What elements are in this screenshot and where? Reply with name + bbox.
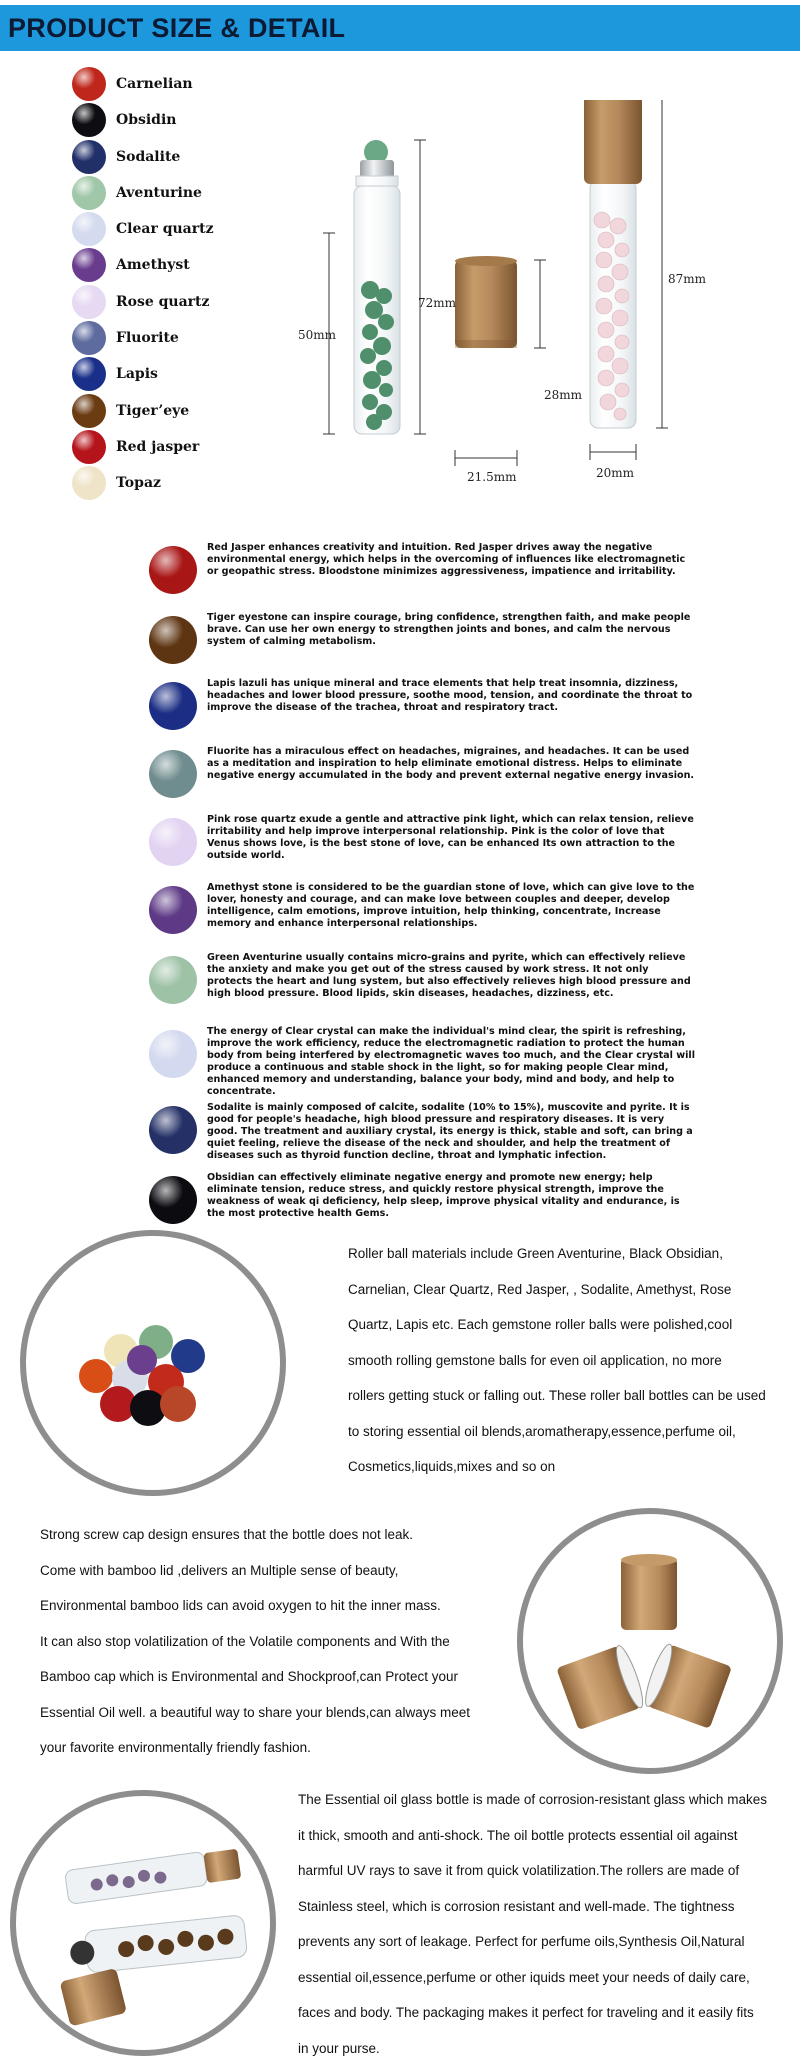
gem-description-item xyxy=(145,542,705,612)
text-line: It can also stop volatilization of the Volatile components and With the xyxy=(40,1633,450,1649)
gem-ball-icon xyxy=(149,546,197,594)
gem-list-item xyxy=(70,175,270,211)
gem-ball-icon xyxy=(149,1176,197,1224)
gem-list-item xyxy=(70,320,270,356)
gem-ball-icon xyxy=(149,682,197,730)
gem-list-item xyxy=(70,393,270,429)
text-line: Essential Oil well. a beautiful way to share your blends,can always meet xyxy=(40,1704,470,1720)
gem-name: Amethyst xyxy=(116,257,190,274)
text-line: Stainless steel, which is corrosion resistant and well-made. The tightness xyxy=(298,1898,735,1914)
gem-description-item xyxy=(145,612,705,682)
dim-capped-height: 87mm xyxy=(668,272,707,286)
gem-ball-icon xyxy=(149,818,197,866)
text-line: The Essential oil glass bottle is made of corrosion-resistant glass which makes xyxy=(298,1792,767,1807)
gem-ball-icon xyxy=(149,1030,197,1078)
bottle-size-diagram xyxy=(290,100,750,500)
text-line: in your purse. xyxy=(298,2040,380,2056)
text-line: it thick, smooth and anti-shock. The oil bottle protects essential oil against xyxy=(298,1827,738,1843)
gem-description-text: Fluorite has a miraculous effect on headaches, migraines, and headaches. It can be used as a meditation and inspiration to help eliminate emotional distress. Helps to eliminate negative energy accumulated in the body and prevent external negative energy invasion. xyxy=(207,746,695,781)
gem-list-item xyxy=(70,465,270,501)
gem-swatch-icon xyxy=(72,285,106,319)
gem-list-item xyxy=(70,102,270,138)
screw-cap-text xyxy=(40,1517,470,1766)
gem-description-text: Pink rose quartz exude a gentle and attractive pink light, which can relax tension, relieve irritability and help improve interpersonal relationship. Pink is the color of love that Venus shows love, is the best stone of love, can be enhanced Its own attraction to the outside world. xyxy=(207,814,694,861)
gem-list-item xyxy=(70,66,270,102)
gem-description-text: Tiger eyestone can inspire courage, bring confidence, strengthen faith, and make people brave. Can use her own energy to strengthen joints and bones, and calm the nervous system of calming metabolism. xyxy=(207,612,691,647)
gem-description-item xyxy=(145,1172,705,1242)
gem-ball-icon xyxy=(149,750,197,798)
dim-cap-width: 21.5mm xyxy=(467,470,517,484)
capped-bottle xyxy=(584,100,642,428)
gem-description-text: Red Jasper enhances creativity and intuition. Red Jasper drives away the negative environmental energy, which helps in the overcoming of influences like electromagnetic or geopathic stress. Bloodstone minimizes aggressiveness, impatience and irritability. xyxy=(207,542,686,577)
bottle-illustration xyxy=(290,100,750,500)
dim-body-height: 50mm xyxy=(298,328,337,342)
gem-swatch-icon xyxy=(72,212,106,246)
text-line: to storing essential oil blends,aromatherapy,essence,perfume oil, xyxy=(348,1423,736,1439)
gem-list-item xyxy=(70,211,270,247)
gem-description-item xyxy=(145,746,705,816)
title-banner xyxy=(0,5,800,51)
dim-total-height: 72mm xyxy=(418,296,457,310)
gem-description-item xyxy=(145,1102,705,1172)
gem-list-item xyxy=(70,429,270,465)
text-line: faces and body. The packaging makes it perfect for traveling and it easily fits xyxy=(298,2005,754,2020)
glass-bottles-illustration xyxy=(16,1796,270,2050)
gem-ball-icon xyxy=(149,616,197,664)
gem-list-item xyxy=(70,356,270,392)
text-line: prevents any sort of leakage. Perfect for perfume oils,Synthesis Oil,Natural xyxy=(298,1934,745,1949)
text-line: Cosmetics,liquids,mixes and so on xyxy=(348,1459,556,1474)
gem-swatch-icon xyxy=(72,176,106,210)
dim-bottle-width: 20mm xyxy=(596,466,635,480)
gem-description-text: Sodalite is mainly composed of calcite, sodalite (10% to 15%), muscovite and pyrite. It is good for people's headache, high blood pressure and respiratory diseases. It is very good. The treatment and auxiliary crystal, its energy is thick, stable and soft, can bring a quiet feeling, relieve the disease of the neck and shoulder, and help the treatment of diseases such as thyroid function decline, throat and lymphatic infection. xyxy=(207,1102,693,1161)
text-line: Environmental bamboo lids can avoid oxygen to hit the inner mass. xyxy=(40,1598,441,1613)
gem-description-text: The energy of Clear crystal can make the individual's mind clear, the spirit is refreshing, improve the work efficiency, reduce the electromagnetic radiation to protect the human body from being interfered by electromagnetic waves too much, and the Clear crystal will produce a continuous and stable shock in the light, so for making people Clear mind, enhanced memory and understanding, balance your body, mind and body, and help to concentrate. xyxy=(207,1026,695,1097)
glass-bottles-photo xyxy=(10,1790,276,2056)
text-line: Come with bamboo lid ,delivers an Multiple sense of beauty, xyxy=(40,1562,399,1578)
gem-swatch-icon xyxy=(72,103,106,137)
gem-description-item xyxy=(145,678,705,748)
text-line: Roller ball materials include Green Aventurine, Black Obsidian, xyxy=(348,1246,723,1261)
text-line: rollers getting stuck or falling out. These roller ball bottles can be used xyxy=(348,1388,766,1403)
bamboo-cap xyxy=(346,255,407,337)
gem-color-list xyxy=(70,66,270,502)
gem-name: Fluorite xyxy=(116,330,179,347)
gem-description-text: Green Aventurine usually contains micro-grains and pyrite, which can effectively relieve the anxiety and make you get out of the stress caused by work stress. It not only protects the heart and lung system, but also effectively relieves high blood pressure and high blood pressure. Blood lipids, skin diseases, headaches, dizziness, etc. xyxy=(207,952,691,999)
gem-description-item xyxy=(145,952,705,1022)
gem-name: Sodalite xyxy=(116,148,181,165)
gem-swatch-icon xyxy=(72,67,106,101)
gem-swatch-icon xyxy=(72,430,106,464)
glass-bottle-text xyxy=(298,1782,767,2066)
gem-name: Lapis xyxy=(116,366,158,383)
gem-description-item xyxy=(145,814,705,884)
bamboo-caps-photo xyxy=(517,1508,783,1774)
gem-description-text: Lapis lazuli has unique mineral and trace elements that help treat insomnia, dizziness, headaches and lower blood pressure, soothe mood, tension, and coordinate the throat to improve the disease of the trachea, throat and respiratory tract. xyxy=(207,678,693,713)
roller-ball-text xyxy=(348,1236,766,1485)
gem-swatch-icon xyxy=(72,248,106,282)
gem-swatch-icon xyxy=(72,357,106,391)
text-line: essential oil,essence,perfume or other iquids meet your needs of daily care, xyxy=(298,1969,750,1985)
gem-list-item xyxy=(70,247,270,283)
text-line: Bamboo cap which is Environmental and Shockproof,can Protect your xyxy=(40,1669,458,1684)
text-line: harmful UV rays to save it from quick volatilization.The rollers are made of xyxy=(298,1863,740,1878)
middle-bamboo-cap xyxy=(455,256,517,348)
gem-swatch-icon xyxy=(72,321,106,355)
gem-ball-icon xyxy=(149,886,197,934)
gem-name: Rose quartz xyxy=(116,293,210,310)
text-line: Carnelian, Clear Quartz, Red Jasper, , Sodalite, Amethyst, Rose xyxy=(348,1281,732,1297)
text-line: your favorite environmentally friendly fashion. xyxy=(40,1740,311,1755)
roller-balls-photo xyxy=(20,1230,286,1496)
gem-ball-icon xyxy=(149,1106,197,1154)
page-title: PRODUCT SIZE & DETAIL xyxy=(8,13,346,43)
gem-swatch-icon xyxy=(72,140,106,174)
text-line: Quartz, Lapis etc. Each gemstone roller balls were polished,cool xyxy=(348,1317,733,1332)
text-line: Strong screw cap design ensures that the bottle does not leak. xyxy=(40,1527,413,1542)
text-line: smooth rolling gemstone balls for even oil application, no more xyxy=(348,1352,722,1368)
gem-name: Topaz xyxy=(116,475,161,492)
gem-description-item xyxy=(145,1026,705,1096)
gem-swatch-icon xyxy=(72,394,106,428)
gem-name: Obsidin xyxy=(116,112,177,129)
gem-description-text: Amethyst stone is considered to be the guardian stone of love, which can give love to the lover, honesty and courage, and can make love between couples and deeper, develop intelligence, calm emotions, improve intuition, help thinking, concentrate, Increase memory and enhance interpersonal relationships. xyxy=(207,882,695,929)
bamboo-caps-illustration xyxy=(523,1514,777,1768)
gem-list-item xyxy=(70,284,270,320)
gem-name: Aventurine xyxy=(116,184,202,201)
gem-name: Tiger’eye xyxy=(116,402,190,419)
gem-description-item xyxy=(145,882,705,952)
gem-name: Red jasper xyxy=(116,438,200,455)
gem-name: Clear quartz xyxy=(116,221,214,238)
gem-ball-icon xyxy=(149,956,197,1004)
gem-swatch-icon xyxy=(72,466,106,500)
roller-balls-illustration xyxy=(26,1236,280,1490)
gem-name: Carnelian xyxy=(116,76,193,92)
gem-list-item xyxy=(70,139,270,175)
dim-cap-height: 28mm xyxy=(544,388,583,402)
gem-description-text: Obsidian can effectively eliminate negative energy and promote new energy; help eliminate tension, reduce stress, and quickly restore physical strength, improve the weakness of weak qi deficiency, help sleep, improve physical vitality and endurance, is the most protective health Gems. xyxy=(207,1172,680,1219)
